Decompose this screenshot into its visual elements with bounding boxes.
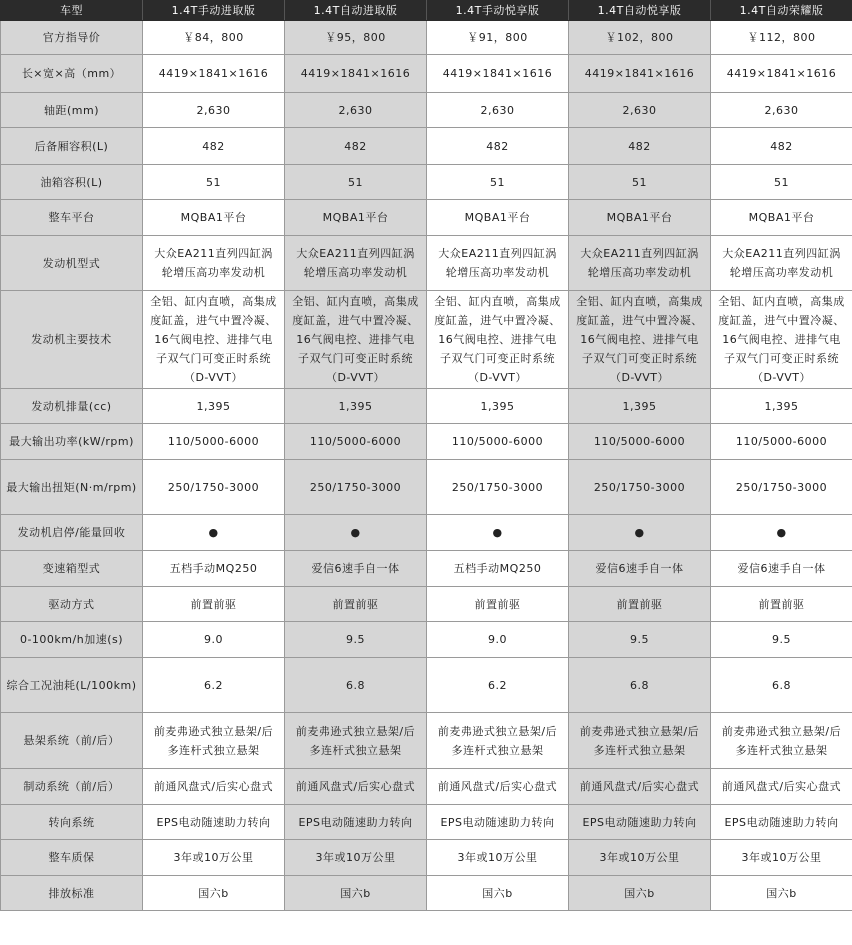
spec-value: 前置前驱	[285, 587, 427, 622]
table-row-max-torque	[1, 460, 852, 515]
spec-value: 2,630	[143, 93, 285, 128]
spec-value: 9.0	[427, 622, 569, 658]
table-row-start-stop	[1, 515, 852, 551]
spec-value: 250/1750-3000	[143, 460, 285, 515]
spec-value: 1,395	[143, 389, 285, 424]
row-label: 整车平台	[1, 200, 143, 236]
spec-value: ￥84，800	[143, 21, 285, 55]
spec-value: ●	[143, 515, 285, 551]
table-body	[1, 21, 852, 911]
spec-value: ￥95，800	[285, 21, 427, 55]
row-label: 长×宽×高（mm）	[1, 55, 143, 93]
spec-value: ●	[711, 515, 852, 551]
spec-value: 1,395	[569, 389, 711, 424]
table-row-engine-type	[1, 236, 852, 291]
spec-value: 国六b	[569, 876, 711, 911]
table-header	[1, 1, 852, 21]
spec-value: 3年或10万公里	[143, 840, 285, 876]
row-label: 轴距(mm)	[1, 93, 143, 128]
spec-value: EPS电动随速助力转向	[569, 805, 711, 840]
spec-value: 爱信6速手自一体	[711, 551, 852, 587]
table-row-fuel-consumption	[1, 658, 852, 713]
spec-value: 6.8	[285, 658, 427, 713]
spec-value: 4419×1841×1616	[143, 55, 285, 93]
row-label: 最大输出功率(kW/rpm)	[1, 424, 143, 460]
model-name: 1.4T手动悦享版	[427, 1, 569, 21]
spec-value: 全铝、缸内直喷，高集成度缸盖，进气中置冷凝、16气阀电控、进排气电子双气门可变正时系统（D-VVT）	[427, 291, 569, 389]
spec-value: MQBA1平台	[427, 200, 569, 236]
spec-value: 9.5	[285, 622, 427, 658]
spec-value: MQBA1平台	[285, 200, 427, 236]
spec-value: 前置前驱	[143, 587, 285, 622]
spec-value: ●	[285, 515, 427, 551]
table-row-wheelbase	[1, 93, 852, 128]
spec-value: 大众EA211直列四缸涡轮增压高功率发动机	[143, 236, 285, 291]
spec-value: ￥91，800	[427, 21, 569, 55]
spec-value: 4419×1841×1616	[427, 55, 569, 93]
spec-value: 6.2	[143, 658, 285, 713]
spec-value: ●	[427, 515, 569, 551]
table-row-drive	[1, 587, 852, 622]
table-row-acceleration	[1, 622, 852, 658]
row-label: 发动机型式	[1, 236, 143, 291]
spec-value: 3年或10万公里	[285, 840, 427, 876]
spec-value: 9.5	[569, 622, 711, 658]
spec-value: 110/5000-6000	[143, 424, 285, 460]
spec-value: 前置前驱	[711, 587, 852, 622]
table-row-fuel-tank	[1, 165, 852, 200]
spec-value: 前麦弗逊式独立悬架/后多连杆式独立悬架	[285, 713, 427, 769]
spec-value: 250/1750-3000	[711, 460, 852, 515]
spec-value: 前麦弗逊式独立悬架/后多连杆式独立悬架	[711, 713, 852, 769]
header-label: 车型	[1, 1, 143, 21]
row-label: 变速箱型式	[1, 551, 143, 587]
spec-value: 2,630	[285, 93, 427, 128]
spec-value: 482	[285, 128, 427, 165]
row-label: 油箱容积(L)	[1, 165, 143, 200]
spec-value: 2,630	[569, 93, 711, 128]
table-row-emission	[1, 876, 852, 911]
spec-value: MQBA1平台	[143, 200, 285, 236]
spec-value: 国六b	[427, 876, 569, 911]
spec-value: ￥102，800	[569, 21, 711, 55]
table-row-max-power	[1, 424, 852, 460]
spec-value: 482	[711, 128, 852, 165]
table-row-suspension	[1, 713, 852, 769]
table-row-engine-tech	[1, 291, 852, 389]
row-label: 综合工况油耗(L/100km)	[1, 658, 143, 713]
spec-value: 大众EA211直列四缸涡轮增压高功率发动机	[711, 236, 852, 291]
spec-value: 2,630	[711, 93, 852, 128]
spec-value: 大众EA211直列四缸涡轮增压高功率发动机	[285, 236, 427, 291]
spec-value: 前通风盘式/后实心盘式	[569, 769, 711, 805]
table-row-steering	[1, 805, 852, 840]
spec-value: 51	[569, 165, 711, 200]
spec-value: 五档手动MQ250	[427, 551, 569, 587]
spec-value: 4419×1841×1616	[569, 55, 711, 93]
row-label: 制动系统（前/后）	[1, 769, 143, 805]
spec-value: 1,395	[427, 389, 569, 424]
row-label: 后备厢容积(L)	[1, 128, 143, 165]
spec-value: MQBA1平台	[569, 200, 711, 236]
spec-value: ￥112，800	[711, 21, 852, 55]
table-row-platform	[1, 200, 852, 236]
spec-value: 国六b	[143, 876, 285, 911]
table-row-trunk	[1, 128, 852, 165]
spec-value: 482	[427, 128, 569, 165]
spec-value: 51	[143, 165, 285, 200]
spec-value: 五档手动MQ250	[143, 551, 285, 587]
spec-value: 前麦弗逊式独立悬架/后多连杆式独立悬架	[569, 713, 711, 769]
spec-value: 前通风盘式/后实心盘式	[427, 769, 569, 805]
row-label: 最大输出扭矩(N·m/rpm)	[1, 460, 143, 515]
spec-value: 国六b	[285, 876, 427, 911]
spec-value: 1,395	[711, 389, 852, 424]
table-row-brakes	[1, 769, 852, 805]
spec-value: 前通风盘式/后实心盘式	[143, 769, 285, 805]
spec-value: 前通风盘式/后实心盘式	[285, 769, 427, 805]
header-row	[1, 1, 852, 21]
spec-value: 3年或10万公里	[569, 840, 711, 876]
spec-value: 51	[285, 165, 427, 200]
spec-value: 全铝、缸内直喷，高集成度缸盖，进气中置冷凝、16气阀电控、进排气电子双气门可变正时系统（D-VVT）	[285, 291, 427, 389]
spec-value: 9.0	[143, 622, 285, 658]
spec-value: 110/5000-6000	[569, 424, 711, 460]
spec-value: 250/1750-3000	[285, 460, 427, 515]
spec-value: 全铝、缸内直喷，高集成度缸盖，进气中置冷凝、16气阀电控、进排气电子双气门可变正时系统（D-VVT）	[711, 291, 852, 389]
spec-value: 爱信6速手自一体	[569, 551, 711, 587]
spec-value: 前麦弗逊式独立悬架/后多连杆式独立悬架	[427, 713, 569, 769]
spec-value: 9.5	[711, 622, 852, 658]
row-label: 转向系统	[1, 805, 143, 840]
spec-value: 110/5000-6000	[711, 424, 852, 460]
spec-value: 前置前驱	[569, 587, 711, 622]
spec-value: 全铝、缸内直喷，高集成度缸盖，进气中置冷凝、16气阀电控、进排气电子双气门可变正时系统（D-VVT）	[569, 291, 711, 389]
row-label: 悬架系统（前/后）	[1, 713, 143, 769]
model-name: 1.4T自动进取版	[285, 1, 427, 21]
spec-value: 110/5000-6000	[285, 424, 427, 460]
spec-value: 482	[569, 128, 711, 165]
spec-value: 大众EA211直列四缸涡轮增压高功率发动机	[569, 236, 711, 291]
spec-value: 大众EA211直列四缸涡轮增压高功率发动机	[427, 236, 569, 291]
spec-value: EPS电动随速助力转向	[427, 805, 569, 840]
row-label: 发动机主要技术	[1, 291, 143, 389]
row-label: 发动机排量(cc)	[1, 389, 143, 424]
spec-value: 前置前驱	[427, 587, 569, 622]
model-name: 1.4T自动荣耀版	[711, 1, 852, 21]
spec-value: 51	[427, 165, 569, 200]
spec-value: 前麦弗逊式独立悬架/后多连杆式独立悬架	[143, 713, 285, 769]
table-row-warranty	[1, 840, 852, 876]
spec-value: EPS电动随速助力转向	[143, 805, 285, 840]
spec-value: 全铝、缸内直喷，高集成度缸盖，进气中置冷凝、16气阀电控、进排气电子双气门可变正时系统（D-VVT）	[143, 291, 285, 389]
spec-value: MQBA1平台	[711, 200, 852, 236]
table-row-price	[1, 21, 852, 55]
spec-value: 爱信6速手自一体	[285, 551, 427, 587]
spec-value: 1,395	[285, 389, 427, 424]
row-label: 官方指导价	[1, 21, 143, 55]
spec-value: 250/1750-3000	[569, 460, 711, 515]
model-name: 1.4T手动进取版	[143, 1, 285, 21]
spec-value: 110/5000-6000	[427, 424, 569, 460]
spec-value: 6.2	[427, 658, 569, 713]
row-label: 0-100km/h加速(s)	[1, 622, 143, 658]
row-label: 驱动方式	[1, 587, 143, 622]
spec-value: 482	[143, 128, 285, 165]
spec-value: 4419×1841×1616	[285, 55, 427, 93]
spec-value: 前通风盘式/后实心盘式	[711, 769, 852, 805]
spec-value: 2,630	[427, 93, 569, 128]
spec-value: 51	[711, 165, 852, 200]
table-row-displacement	[1, 389, 852, 424]
row-label: 发动机启停/能量回收	[1, 515, 143, 551]
model-name: 1.4T自动悦享版	[569, 1, 711, 21]
spec-value: EPS电动随速助力转向	[285, 805, 427, 840]
row-label: 整车质保	[1, 840, 143, 876]
spec-value: 6.8	[569, 658, 711, 713]
spec-value: 3年或10万公里	[427, 840, 569, 876]
spec-value: ●	[569, 515, 711, 551]
spec-value: 3年或10万公里	[711, 840, 852, 876]
table-row-dimensions	[1, 55, 852, 93]
spec-value: 6.8	[711, 658, 852, 713]
spec-value: 4419×1841×1616	[711, 55, 852, 93]
spec-value: EPS电动随速助力转向	[711, 805, 852, 840]
spec-value: 国六b	[711, 876, 852, 911]
spec-value: 250/1750-3000	[427, 460, 569, 515]
row-label: 排放标准	[1, 876, 143, 911]
table-row-transmission	[1, 551, 852, 587]
